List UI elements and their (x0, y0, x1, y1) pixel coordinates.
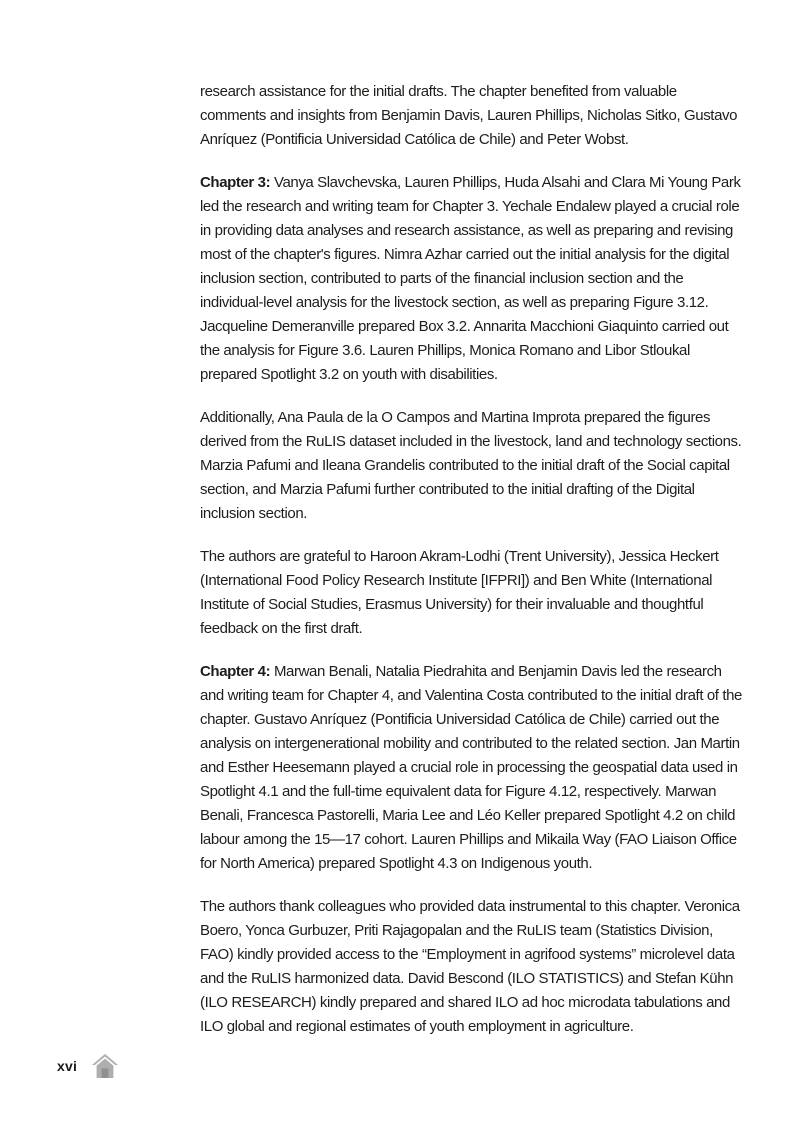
paragraph-chapter-4 (200, 660, 742, 876)
paragraph-text: research assistance for the initial drafts. The chapter benefited from valuable comments and insights from Benjamin Davis, Lauren Phillips, Nicholas Sitko, Gustavo Anríquez (Pontificia Universidad Católica de Chile) and Peter Wobst. (200, 83, 738, 148)
page-number: xvi (57, 1058, 78, 1074)
paragraph-text: Vanya Slavchevska, Lauren Phillips, Huda Alsahi and Clara Mi Young Park led the research and writing team for Chapter 3. Yechale Endalew played a crucial role in providing data analyses and research assistance, as well as preparing and revising most of the chapter's figures. Nimra Azhar carried out the initial analysis for the digital inclusion section, contributed to parts of the financial inclusion section and the individual-level analysis for the livestock section, as well as preparing Figure 3.12. Jacqueline Demeranville prepared Box 3.2. Annarita Macchioni Giaquinto carried out the analysis for Figure 3.6. Lauren Phillips, Monica Romano and Libor Stloukal prepared Spotlight 3.2 on youth with disabilities. (200, 174, 741, 383)
paragraph-text: Additionally, Ana Paula de la O Campos and Martina Improta prepared the figures derived from the RuLIS dataset included in the livestock, land and technology sections. Marzia Pafumi and Ileana Grandelis contributed to the initial draft of the Social capital section, and Marzia Pafumi further contributed to the initial drafting of the Digital inclusion section. (200, 409, 742, 522)
paragraph-text: Marwan Benali, Natalia Piedrahita and Benjamin Davis led the research and writing team for Chapter 4, and Valentina Costa contributed to the initial draft of the chapter. Gustavo Anríquez (Pontificia Universidad Católica de Chile) carried out the analysis on intergenerational mobility and contributed to the related section. Jan Martin and Esther Heesemann played a crucial role in processing the geospatial data used in Spotlight 4.1 and the full-time equivalent data for Figure 4.12, respectively. Marwan Benali, Francesca Pastorelli, Maria Lee and Léo Keller prepared Spotlight 4.2 on child labour among the 15—17 cohort. Lauren Phillips and Mikaila Way (FAO Liaison Office for North America) prepared Spotlight 4.3 on Indigenous youth. (200, 663, 742, 872)
paragraph-text: The authors are grateful to Haroon Akram-Lodhi (Trent University), Jessica Heckert (International Food Policy Research Institute [IFPRI]) and Ben White (International Institute of Social Studies, Erasmus University) for their invaluable and thoughtful feedback on the first draft. (200, 548, 719, 637)
chapter-3-label: Chapter 3: (200, 174, 274, 191)
paragraph-grateful (200, 545, 742, 641)
home-icon-glyph (92, 1054, 118, 1078)
paragraph-thanks-colleagues (200, 895, 742, 1039)
paragraph-chapter-3 (200, 171, 742, 387)
paragraph-additionally (200, 406, 742, 526)
home-icon[interactable] (92, 1054, 118, 1078)
paragraph-text: The authors thank colleagues who provided data instrumental to this chapter. Veronica Boero, Yonca Gurbuzer, Priti Rajagopalan and the RuLIS team (Statistics Division, FAO) kindly provided access to the “Employment in agrifood systems” microlevel data and the RuLIS harmonized data. David Bescond (ILO STATISTICS) and Stefan Kühn (ILO RESEARCH) kindly prepared and shared ILO ad hoc microdata tabulations and ILO global and regional estimates of youth employment in agriculture. (200, 898, 740, 1035)
acknowledgements-text-block (200, 80, 742, 1058)
paragraph-research-assistance (200, 80, 742, 152)
page-footer (57, 1054, 118, 1078)
chapter-4-label: Chapter 4: (200, 663, 274, 680)
